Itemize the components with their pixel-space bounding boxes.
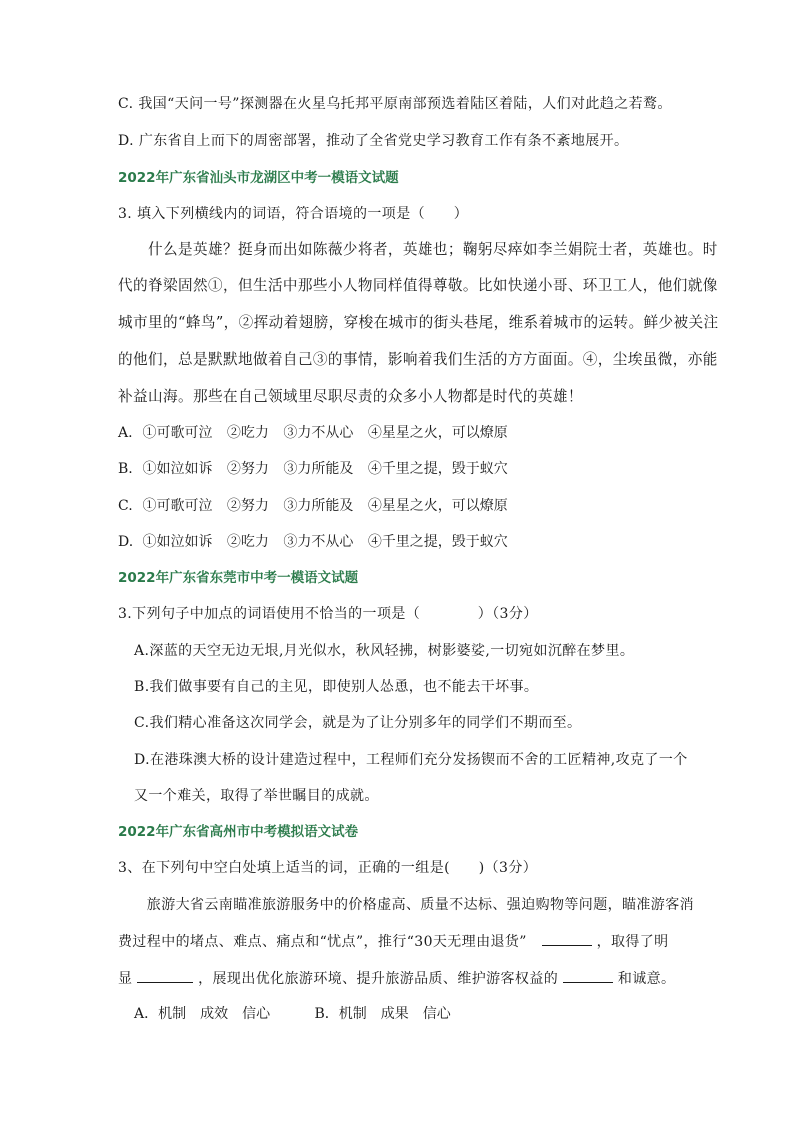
- passage-line: 代的脊梁固然①，但生活中那些小人物同样值得尊敬。比如快递小哥、环卫工人，他们就像: [118, 277, 718, 294]
- question-shantou: 3. 填入下列横线内的词语，符合语境的一项是（ ）: [118, 206, 469, 222]
- option-word: ④千里之提，毁于蚁穴: [367, 461, 508, 477]
- option-d-continued: 又一个难关，取得了举世瞩目的成就。: [134, 788, 379, 804]
- section-heading-shantou: 2022年广东省汕头市龙湖区中考一模语文试题: [118, 170, 399, 186]
- prev-option-d: D. 广东省自上而下的周密部署，推动了全省党史学习教育工作有条不紊地展开。: [118, 133, 629, 149]
- option-word: ①可歌可泣: [142, 498, 213, 514]
- option-a[interactable]: A.深蓝的天空无边无垠,月光似水，秋风轻拂，树影婆娑,一切宛如沉醉在梦里。: [134, 643, 635, 659]
- option-word: ④星星之火，可以燎原: [367, 498, 508, 514]
- option-word: ②努力: [226, 498, 269, 514]
- option-word: ③力所能及: [283, 461, 354, 477]
- passage-line: 旅游大省云南瞄准旅游服务中的价格虚高、质量不达标、强迫购物等问题，瞄准游客消: [118, 897, 694, 913]
- passage-line: 城市里的“蜂鸟”，②挥动着翅膀，穿梭在城市的街头巷尾，维系着城市的运转。鲜少被关注: [118, 314, 719, 331]
- passage-line: [118, 968, 675, 989]
- option-a[interactable]: A．机制 成效 信心: [134, 1006, 271, 1022]
- option-b[interactable]: B．机制 成果 信心: [314, 1006, 451, 1022]
- passage-line: 补益山海。那些在自己领域里尽职尽责的众多小人物都是时代的英雄！: [118, 388, 583, 405]
- section-heading-dongguan: 2022年广东省东莞市中考一模语文试题: [118, 570, 359, 586]
- option-label: C.: [118, 498, 133, 514]
- option-b[interactable]: [118, 459, 518, 479]
- question-dongguan: 3.下列句子中加点的词语使用不恰当的一项是（ ）（3分）: [118, 606, 538, 622]
- section-heading-gaozhou: 2022年广东省高州市中考模拟语文试卷: [118, 824, 359, 840]
- option-d[interactable]: D.在港珠澳大桥的设计建造过程中，工程师们充分发扬锲而不舍的工匠精神,攻克了一个: [134, 752, 688, 768]
- option-word: ④千里之提，毁于蚁穴: [367, 534, 508, 550]
- prev-option-c: C. 我国“天问一号”探测器在火星乌托邦平原南部预选着陆区着陆，人们对此趋之若鹜。: [118, 96, 672, 112]
- passage-line: 什么是英雄？挺身而出如陈薇少将者，英雄也；鞠躬尽瘁如李兰娟院士者，英雄也。时: [118, 241, 718, 258]
- answer-blank[interactable]: [542, 931, 592, 946]
- option-word: ②吃力: [226, 534, 269, 550]
- option-c[interactable]: C.我们精心准备这次同学会，就是为了让分别多年的同学们不期而至。: [134, 715, 582, 731]
- option-b[interactable]: B.我们做事要有自己的主见，即使别人怂恿，也不能去干坏事。: [134, 679, 539, 695]
- option-word: ②努力: [226, 461, 269, 477]
- answer-blank[interactable]: [563, 968, 613, 983]
- passage-text: ，展现出优化旅游环境、提升旅游品质、维护游客权益的: [198, 971, 559, 987]
- option-word: ②吃力: [226, 425, 269, 441]
- option-word: ④星星之火，可以燎原: [367, 425, 508, 441]
- answer-blank[interactable]: [137, 968, 193, 983]
- option-label: D.: [118, 534, 134, 550]
- option-d[interactable]: [118, 532, 518, 552]
- passage-line: 的他们，总是默默地做着自己③的事情，影响着我们生活的方方面面。④，尘埃虽微，亦能: [118, 351, 718, 368]
- option-word: ①可歌可泣: [142, 425, 213, 441]
- option-word: ③力不从心: [283, 534, 354, 550]
- passage-line: [118, 931, 669, 952]
- option-word: ③力所能及: [283, 498, 354, 514]
- option-label: B.: [118, 461, 133, 477]
- passage-text: 显: [118, 971, 133, 987]
- answer-options: [134, 1004, 451, 1024]
- passage-text: 和诚意。: [617, 971, 676, 987]
- option-label: A.: [118, 425, 133, 441]
- option-c[interactable]: [118, 496, 518, 516]
- option-word: ①如泣如诉: [142, 534, 213, 550]
- question-gaozhou: 3、在下列句中空白处填上适当的词，正确的一组是( )（3分）: [118, 860, 538, 876]
- option-a[interactable]: [118, 423, 518, 443]
- option-word: ①如泣如诉: [142, 461, 213, 477]
- passage-text: ，取得了明: [596, 934, 669, 950]
- passage-text: 费过程中的堵点、难点、痛点和“忧点”，推行“30天无理由退货”: [118, 934, 527, 950]
- option-word: ③力不从心: [283, 425, 354, 441]
